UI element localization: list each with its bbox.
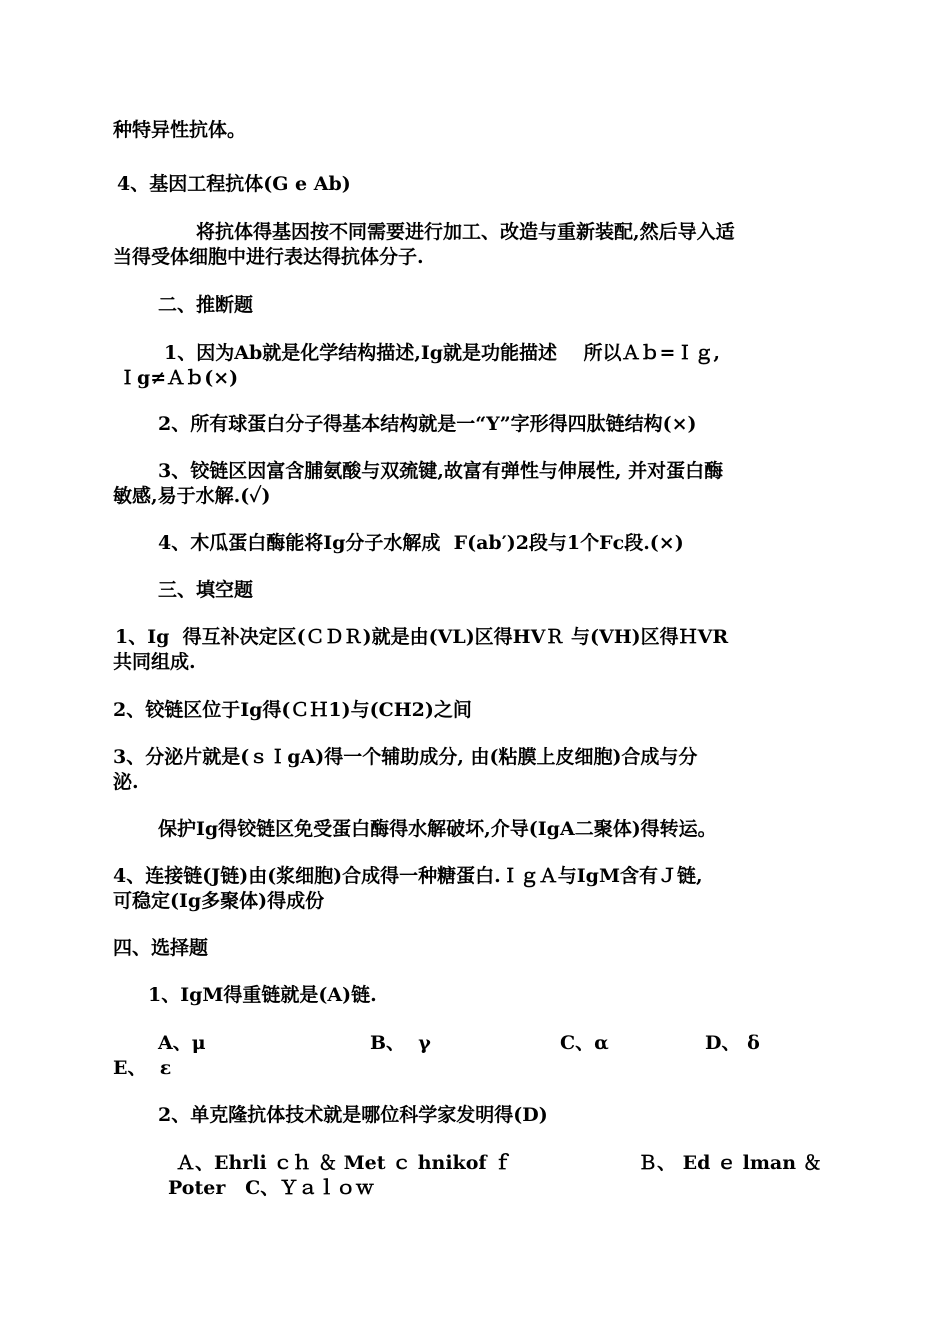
question-line: 2、单克隆抗体技术就是哪位科学家发明得(D)	[158, 1104, 548, 1126]
option-e: E、 ε	[113, 1057, 172, 1079]
text-line: 4、木瓜蛋白酶能将Ig分子水解成 F(ab′)2段与1个Fc段.(×)	[158, 532, 684, 554]
section-heading: 三、填空题	[158, 579, 254, 601]
section-heading: 四、选择题	[113, 937, 209, 959]
question-line: 1、IgM得重链就是(A)链.	[148, 984, 377, 1006]
option-line: Ａ、Ehrli ｃｈ ＆ Met ｃ hnikof ｆ	[176, 1152, 513, 1174]
option-c: C、α	[560, 1032, 609, 1054]
text-line: 泌.	[113, 771, 139, 793]
text-line: 种特异性抗体。	[113, 119, 247, 141]
option-d: D、 δ	[705, 1032, 760, 1054]
option-line: Ｂ、 Ed ｅ lman ＆	[638, 1152, 822, 1174]
text-line: 将抗体得基因按不同需要进行加工、改造与重新装配,然后导入适	[196, 221, 735, 243]
text-line: 当得受体细胞中进行表达得抗体分子.	[113, 246, 424, 268]
section-heading: 二、推断题	[158, 294, 254, 316]
text-line: 敏感,易于水解.(✓)	[113, 485, 271, 507]
text-line: 可稳定(Ig多聚体)得成份	[113, 890, 325, 912]
text-line: 4、连接链(J链)由(浆细胞)合成得一种糖蛋白.ＩｇＡ与IgM含有Ｊ链,	[113, 865, 703, 887]
text-line: 1、因为Ab就是化学结构描述,Ig就是功能描述 所以Ａｂ=Ｉｇ,	[164, 342, 721, 364]
option-b: B、 γ	[370, 1032, 431, 1054]
text-line: 2、所有球蛋白分子得基本结构就是一“Y”字形得四肽链结构(×)	[158, 413, 697, 435]
text-line: 2、铰链区位于Ig得(ＣＨ1)与(CH2)之间	[113, 699, 472, 721]
text-line: 3、分泌片就是(ｓＩgA)得一个辅助成分, 由(粘膜上皮细胞)合成与分	[113, 746, 698, 768]
option-a: A、μ	[158, 1032, 206, 1054]
text-line: 共同组成.	[113, 651, 196, 673]
text-line: 1、Ig 得互补决定区(ＣＤＲ)就是由(VL)区得HVＲ 与(VH)区得ＨVR	[115, 626, 729, 648]
section-heading: 4、基因工程抗体(G e Ab)	[117, 173, 351, 195]
text-line: Ｉg≠Ａｂ(×)	[118, 367, 239, 389]
option-line: Poter C、Ｙａｌｏｗ	[168, 1177, 375, 1199]
text-line: 保护Ig得铰链区免受蛋白酶得水解破坏,介导(IgA二聚体)得转运。	[158, 818, 717, 840]
text-line: 3、铰链区因富含脯氨酸与双巯键,故富有弹性与伸展性, 并对蛋白酶	[158, 460, 724, 482]
